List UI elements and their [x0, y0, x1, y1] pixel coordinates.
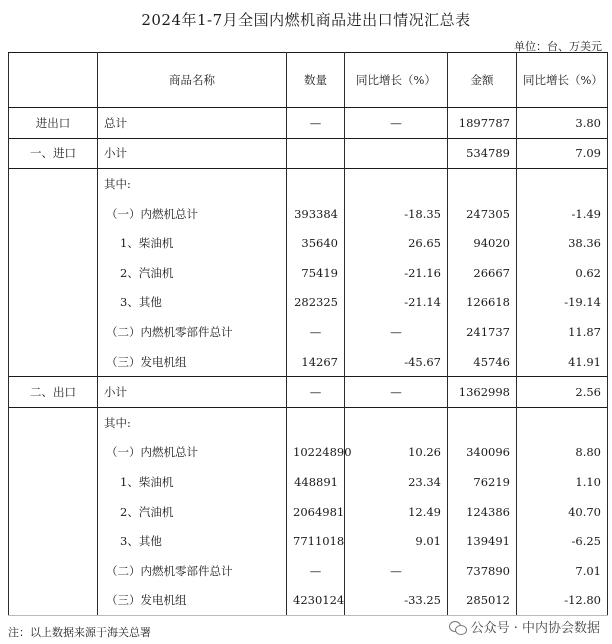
table-row [9, 108, 608, 139]
table-row [9, 228, 608, 258]
row-qty: 393384 [287, 199, 345, 229]
table-header-row [9, 53, 608, 108]
row-qty: 14267 [287, 347, 345, 377]
table-row [9, 347, 608, 377]
row-amount-yoy: -6.25 [517, 526, 608, 556]
row-name: 小计 [98, 377, 287, 408]
row-qty-yoy: -45.67 [345, 347, 448, 377]
row-qty: 10224890 [287, 438, 345, 468]
row-category [9, 258, 98, 288]
row-amount-yoy: 1.10 [517, 467, 608, 497]
row-amount: 45746 [448, 347, 517, 377]
row-amount-yoy: -1.49 [517, 199, 608, 229]
unit-label: 单位：台、万美元 [514, 40, 602, 53]
row-amount: 534789 [448, 138, 517, 169]
row-qty: 7711018 [287, 526, 345, 556]
row-name: 其中: [98, 407, 287, 437]
wechat-icon [449, 619, 467, 635]
table-row [9, 377, 608, 408]
table-row [9, 317, 608, 347]
row-category: 一、进口 [9, 138, 98, 169]
header-name: 商品名称 [98, 53, 287, 108]
row-qty-yoy: 12.49 [345, 497, 448, 527]
row-category [9, 169, 98, 199]
row-amount-yoy: -19.14 [517, 288, 608, 318]
row-qty-yoy: -21.14 [345, 288, 448, 318]
row-qty-yoy: — [345, 108, 448, 139]
row-amount-yoy [517, 169, 608, 199]
row-amount: 1897787 [448, 108, 517, 139]
row-qty-yoy: -33.25 [345, 586, 448, 616]
row-amount [448, 169, 517, 199]
row-amount: 124386 [448, 497, 517, 527]
row-amount-yoy: -12.80 [517, 586, 608, 616]
row-qty-yoy: 10.26 [345, 438, 448, 468]
row-qty-yoy: -18.35 [345, 199, 448, 229]
row-amount: 737890 [448, 556, 517, 586]
table-row [9, 288, 608, 318]
row-category [9, 288, 98, 318]
row-name: 其中: [98, 169, 287, 199]
table-row [9, 199, 608, 229]
row-qty: — [287, 377, 345, 408]
row-amount: 76219 [448, 467, 517, 497]
row-name: 3、其他 [98, 526, 287, 556]
row-amount-yoy: 38.36 [517, 228, 608, 258]
table-row [9, 138, 608, 169]
table-row [9, 258, 608, 288]
header-amount: 金额 [448, 53, 517, 108]
row-category [9, 228, 98, 258]
table-row [9, 407, 608, 437]
watermark-text: 公众号 · 中内协会数据 [470, 621, 600, 636]
row-qty: 4230124 [287, 586, 345, 616]
row-amount: 94020 [448, 228, 517, 258]
row-qty-yoy [345, 169, 448, 199]
header-qty-yoy: 同比增长（%） [345, 53, 448, 108]
row-amount-yoy: 11.87 [517, 317, 608, 347]
table-row [9, 556, 608, 586]
row-qty: 282325 [287, 288, 345, 318]
row-amount: 285012 [448, 586, 517, 616]
row-amount: 139491 [448, 526, 517, 556]
row-qty: 448891 [287, 467, 345, 497]
row-category: 二、出口 [9, 377, 98, 408]
header-category [9, 53, 98, 108]
row-qty: 2064981 [287, 497, 345, 527]
row-qty-yoy: — [345, 556, 448, 586]
row-amount: 26667 [448, 258, 517, 288]
row-category [9, 317, 98, 347]
row-name: 2、汽油机 [98, 497, 287, 527]
row-amount-yoy [517, 407, 608, 437]
summary-table [8, 52, 608, 616]
row-amount: 1362998 [448, 377, 517, 408]
row-name: （二）内燃机零部件总计 [98, 556, 287, 586]
row-amount-yoy: 2.56 [517, 377, 608, 408]
row-category [9, 438, 98, 468]
row-amount: 241737 [448, 317, 517, 347]
header-amount-yoy: 同比增长（%） [517, 53, 608, 108]
row-qty [287, 169, 345, 199]
row-amount-yoy: 41.91 [517, 347, 608, 377]
row-name: （三）发电机组 [98, 347, 287, 377]
row-qty-yoy: -21.16 [345, 258, 448, 288]
table-row [9, 526, 608, 556]
row-amount-yoy: 3.80 [517, 108, 608, 139]
row-amount: 247305 [448, 199, 517, 229]
row-category [9, 347, 98, 377]
row-category [9, 556, 98, 586]
row-category [9, 467, 98, 497]
row-name: 1、柴油机 [98, 467, 287, 497]
footnote: 注：以上数据来源于海关总署 [8, 626, 151, 639]
row-category [9, 586, 98, 616]
row-category [9, 199, 98, 229]
row-name: 2、汽油机 [98, 258, 287, 288]
row-name: （一）内燃机总计 [98, 438, 287, 468]
row-name: 总计 [98, 108, 287, 139]
row-amount [448, 407, 517, 437]
header-qty: 数量 [287, 53, 345, 108]
table-row [9, 467, 608, 497]
table-row [9, 438, 608, 468]
row-amount-yoy: 0.62 [517, 258, 608, 288]
row-category: 进出口 [9, 108, 98, 139]
row-qty-yoy: 26.65 [345, 228, 448, 258]
row-name: 1、柴油机 [98, 228, 287, 258]
row-qty-yoy: 23.34 [345, 467, 448, 497]
row-amount-yoy: 7.09 [517, 138, 608, 169]
row-qty-yoy [345, 407, 448, 437]
row-category [9, 497, 98, 527]
row-qty: 35640 [287, 228, 345, 258]
row-name: 小计 [98, 138, 287, 169]
row-amount: 126618 [448, 288, 517, 318]
row-amount-yoy: 40.70 [517, 497, 608, 527]
row-qty: — [287, 317, 345, 347]
row-category [9, 407, 98, 437]
row-qty [287, 407, 345, 437]
row-qty: 75419 [287, 258, 345, 288]
row-name: 3、其他 [98, 288, 287, 318]
row-amount-yoy: 7.01 [517, 556, 608, 586]
table-row [9, 169, 608, 199]
row-name: （三）发电机组 [98, 586, 287, 616]
row-name: （二）内燃机零部件总计 [98, 317, 287, 347]
row-qty-yoy: 9.01 [345, 526, 448, 556]
row-amount-yoy: 8.80 [517, 438, 608, 468]
row-name: （一）内燃机总计 [98, 199, 287, 229]
table-row [9, 497, 608, 527]
row-qty-yoy: — [345, 317, 448, 347]
row-qty: — [287, 108, 345, 139]
page-title: 2024年1-7月全国内燃机商品进出口情况汇总表 [141, 11, 471, 29]
row-qty [287, 138, 345, 169]
row-category [9, 526, 98, 556]
watermark [449, 617, 600, 636]
row-qty: — [287, 556, 345, 586]
table-row [9, 586, 608, 616]
row-qty-yoy: — [345, 377, 448, 408]
row-amount: 340096 [448, 438, 517, 468]
row-qty-yoy [345, 138, 448, 169]
